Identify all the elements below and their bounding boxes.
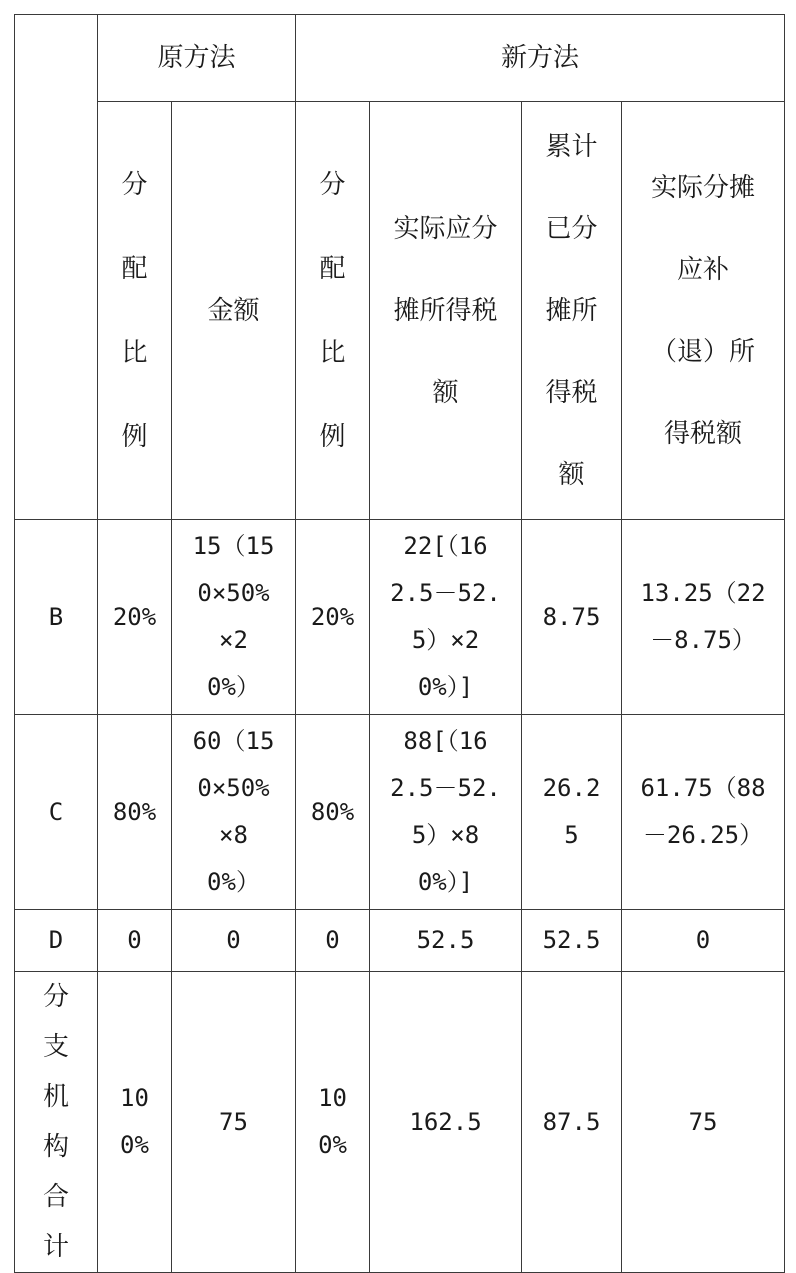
new-cumulative-cell: 8.75	[522, 520, 622, 715]
orig-ratio-header: 分 配 比 例	[98, 102, 172, 520]
new-actual-cell: 162.5	[370, 972, 522, 1273]
new-ratio-cell: 0	[296, 910, 370, 972]
new-adjust-cell: 75	[622, 972, 785, 1273]
new-ratio-cell: 10 0%	[296, 972, 370, 1273]
new-ratio-cell: 80%	[296, 715, 370, 910]
sub-header-row	[15, 102, 785, 520]
orig-amount-header: 金额	[172, 102, 296, 520]
new-adjust-cell: 0	[622, 910, 785, 972]
new-cumulative-cell: 52.5	[522, 910, 622, 972]
corner-cell	[15, 15, 98, 520]
new-adjust-header: 实际分摊 应补 （退）所 得税额	[622, 102, 785, 520]
new-ratio-cell: 20%	[296, 520, 370, 715]
new-ratio-header: 分 配 比 例	[296, 102, 370, 520]
orig-amount-cell: 75	[172, 972, 296, 1273]
orig-ratio-cell: 0	[98, 910, 172, 972]
allocation-table	[14, 14, 785, 1273]
new-adjust-cell: 13.25（22 －8.75）	[622, 520, 785, 715]
table-row	[15, 520, 785, 715]
new-cumulative-cell: 26.2 5	[522, 715, 622, 910]
orig-amount-cell: 60（15 0×50% ×8 0%）	[172, 715, 296, 910]
orig-ratio-cell: 80%	[98, 715, 172, 910]
orig-amount-cell: 15（15 0×50% ×2 0%）	[172, 520, 296, 715]
new-cumulative-header: 累计 已分 摊所 得税 额	[522, 102, 622, 520]
row-label: D	[15, 910, 98, 972]
new-cumulative-cell: 87.5	[522, 972, 622, 1273]
original-method-header: 原方法	[98, 15, 296, 102]
new-actual-cell: 52.5	[370, 910, 522, 972]
new-actual-header: 实际应分 摊所得税 额	[370, 102, 522, 520]
orig-amount-cell: 0	[172, 910, 296, 972]
new-actual-cell: 22[（16 2.5－52. 5）×2 0%）]	[370, 520, 522, 715]
new-adjust-cell: 61.75（88 －26.25）	[622, 715, 785, 910]
table-row	[15, 715, 785, 910]
table-row	[15, 910, 785, 972]
new-method-header: 新方法	[296, 15, 785, 102]
group-header-row	[15, 15, 785, 102]
row-label: B	[15, 520, 98, 715]
table-row	[15, 972, 785, 1273]
row-label: 分 支 机 构 合 计	[15, 972, 98, 1273]
orig-ratio-cell: 20%	[98, 520, 172, 715]
new-actual-cell: 88[（16 2.5－52. 5）×8 0%）]	[370, 715, 522, 910]
orig-ratio-cell: 10 0%	[98, 972, 172, 1273]
row-label: C	[15, 715, 98, 910]
